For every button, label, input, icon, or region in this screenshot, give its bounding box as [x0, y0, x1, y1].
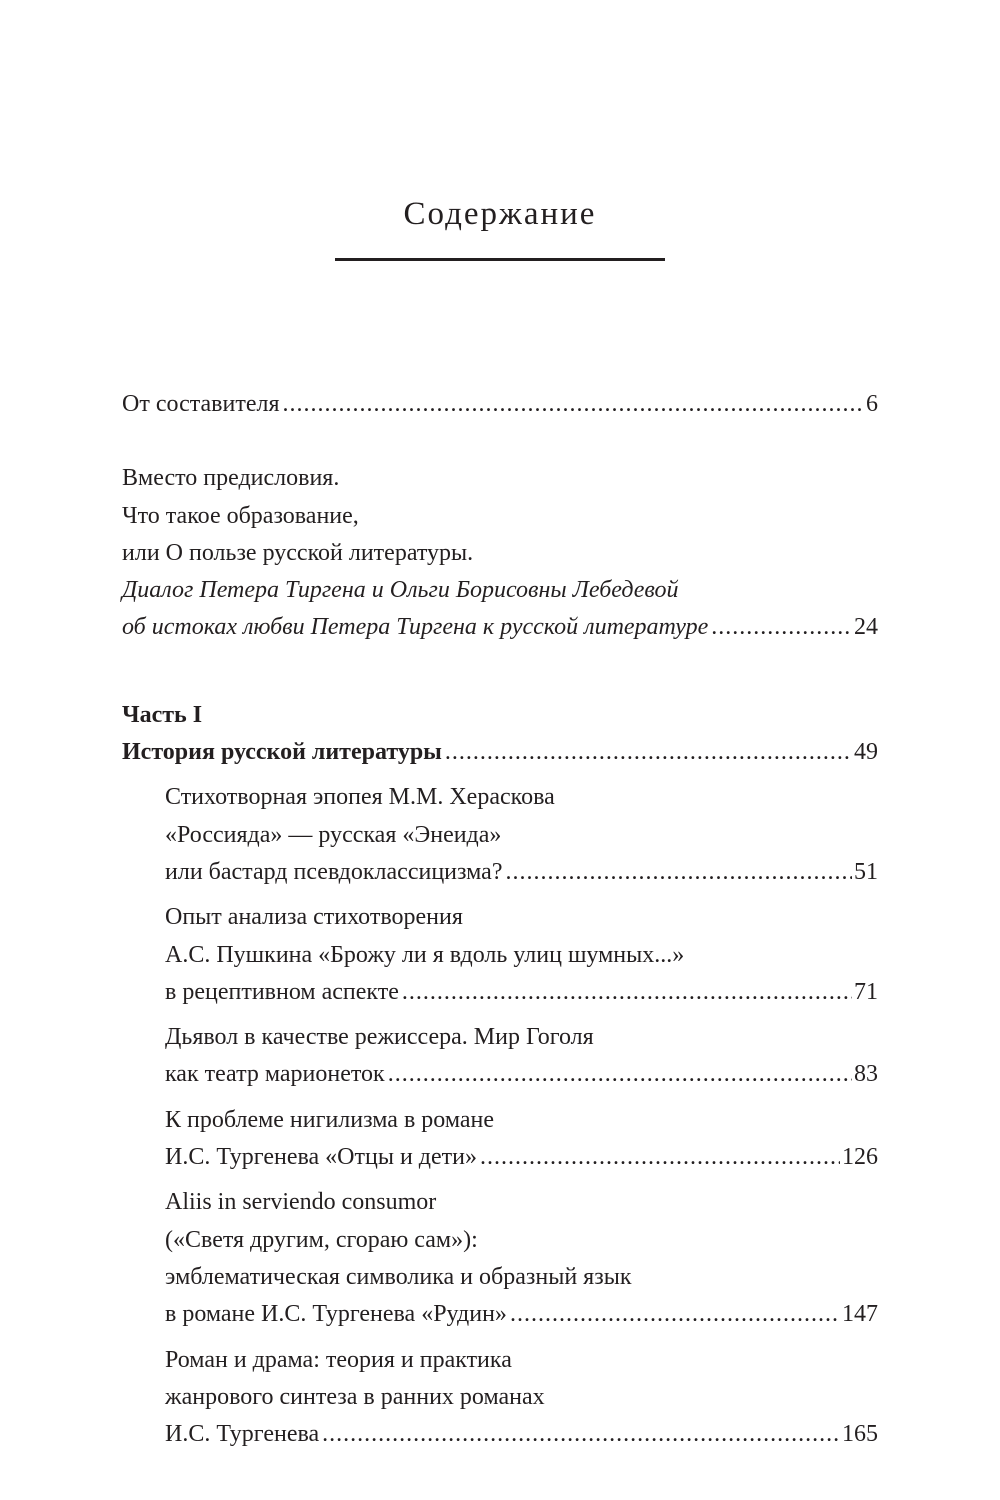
toc-entry-gogol[interactable]: [122, 1019, 878, 1094]
toc-entry-novel-and-drama[interactable]: [122, 1342, 878, 1454]
part-label: Часть I: [122, 701, 203, 728]
toc-page-number: 6: [866, 391, 878, 417]
toc-entry-line: А.С. Пушкина «Брожу ли я вдоль улиц шумных...»: [165, 941, 685, 968]
toc-entry-pushkin[interactable]: [122, 899, 878, 1011]
toc-part-1[interactable]: [122, 697, 878, 772]
toc-entry-line: Роман и драма: теория и практика: [165, 1346, 512, 1373]
toc-page-number: 24: [854, 614, 878, 641]
leader-dots: [711, 609, 852, 646]
leader-dots: [283, 386, 865, 423]
toc-entry-line: эмблематическая символика и образный язык: [165, 1263, 632, 1290]
toc-entry-kheraskov[interactable]: [122, 779, 878, 891]
leader-dots: [506, 854, 853, 891]
toc-entry-rudin[interactable]: [122, 1184, 878, 1333]
toc-entry-line: Aliis in serviendo consumor: [165, 1189, 437, 1216]
toc-entry-line: Дьявол в качестве режиссера. Мир Гоголя: [165, 1024, 594, 1051]
toc-entry-line: («Светя другим, сгораю сам»):: [165, 1226, 478, 1253]
toc-entry-line: Вместо предисловия.: [122, 465, 340, 492]
toc-entry-line: или бастард псевдоклассицизма?: [165, 858, 503, 885]
toc-entry-line: И.С. Тургенева «Отцы и дети»: [165, 1144, 477, 1171]
toc-entry-line: Что такое образование,: [122, 502, 359, 529]
title-underline: [335, 258, 665, 261]
leader-dots: [510, 1296, 840, 1333]
toc-page-number: 71: [854, 978, 878, 1005]
leader-dots: [388, 1056, 852, 1093]
toc-entry-line: или О пользе русской литературы.: [122, 539, 474, 566]
toc-page-number: 49: [854, 739, 878, 766]
toc-page-number: 147: [842, 1301, 878, 1328]
toc-page-number: 165: [842, 1421, 878, 1448]
toc-entry-line: И.С. Тургенева: [165, 1421, 320, 1448]
part-title: История русской литературы: [122, 739, 442, 766]
page-title: Содержание: [403, 196, 597, 232]
toc-entry-preface[interactable]: [122, 386, 878, 423]
toc-entry-line: как театр марионеток: [165, 1061, 385, 1088]
leader-dots: [322, 1416, 840, 1453]
toc-entry-intro[interactable]: [122, 460, 878, 646]
leader-dots: [480, 1139, 840, 1176]
toc-entry-fathers-and-sons[interactable]: [122, 1102, 878, 1177]
toc-entry-line: Опыт анализа стихотворения: [165, 904, 463, 931]
toc-entry-line: жанрового синтеза в ранних романах: [165, 1383, 545, 1410]
toc-entry-line: Стихотворная эпопея М.М. Хераскова: [165, 784, 555, 811]
toc-entry-line: «Россияда» — русская «Энеида»: [165, 821, 502, 848]
toc-page-number: 83: [854, 1061, 878, 1088]
toc-entry-subtitle-line: об истоках любви Петера Тиргена к русской литературе: [122, 614, 709, 641]
toc-page-number: 126: [842, 1144, 878, 1171]
toc-page-number: 51: [854, 858, 878, 885]
leader-dots: [445, 734, 852, 771]
toc-entry-line: в рецептивном аспекте: [165, 978, 399, 1005]
toc-entry-line: К проблеме нигилизма в романе: [165, 1106, 494, 1133]
table-of-contents: [122, 386, 878, 1453]
toc-entry-line: в романе И.С. Тургенева «Рудин»: [165, 1301, 507, 1328]
toc-entry-label: От составителя: [122, 391, 280, 417]
leader-dots: [402, 974, 852, 1011]
toc-entry-subtitle-line: Диалог Петера Тиргена и Ольги Борисовны Лебедевой: [122, 577, 679, 604]
